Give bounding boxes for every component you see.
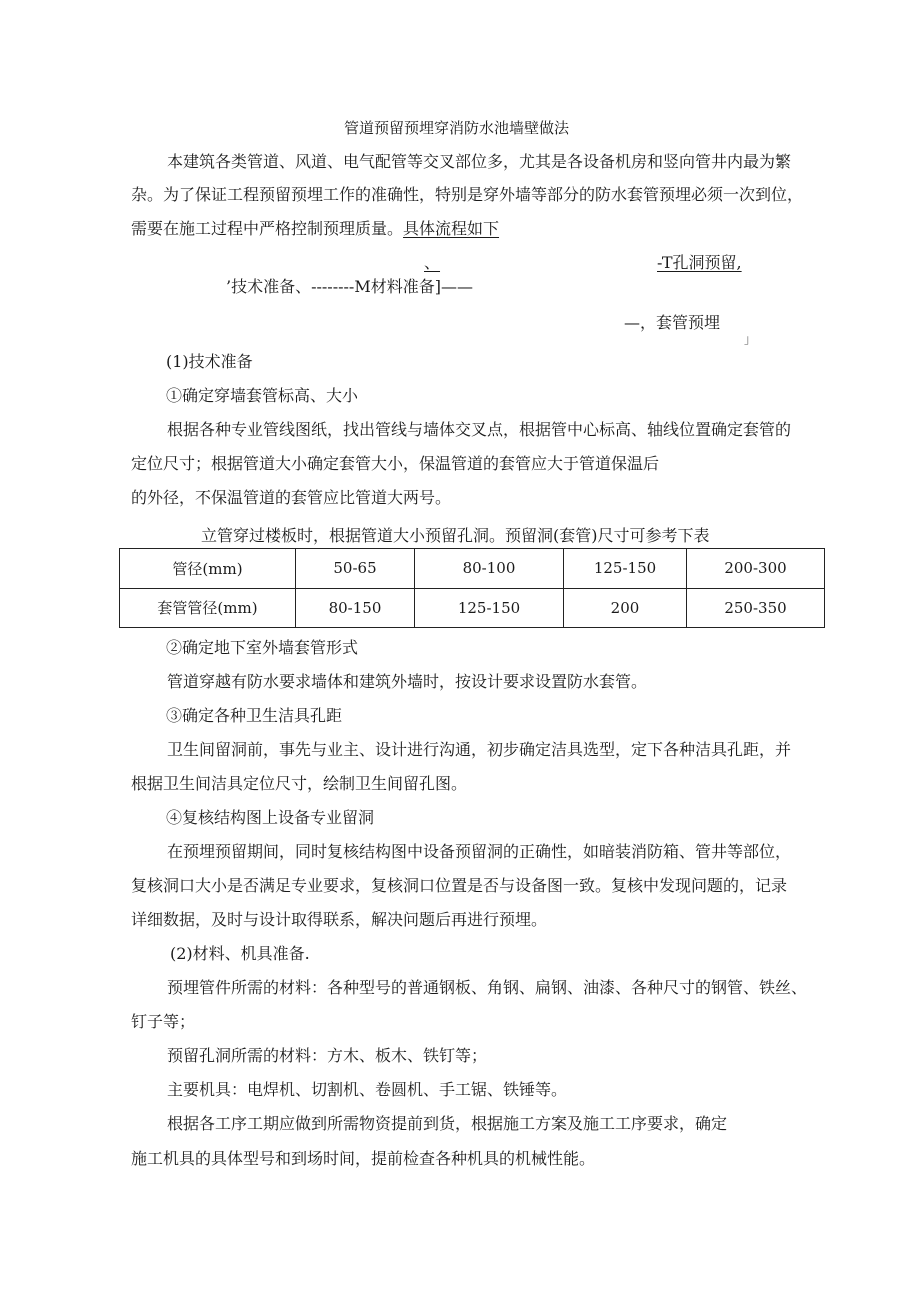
intro-line-3-text: 需要在施工过程中严格控制预理质量。 xyxy=(131,219,404,238)
sec1-s4-line-3: 详细数据，及时与设计取得联系，解决问题后再进行预埋。 xyxy=(131,910,548,929)
table-cell: 80-100 xyxy=(415,549,564,589)
table-caption: 立管穿过楼板时，根据管道大小预留孔洞。预留洞(套管)尺寸可参考下表 xyxy=(201,526,710,545)
sleeve-size-table xyxy=(119,548,825,628)
table-cell: 200 xyxy=(564,588,687,628)
table-cell: 套管管径(mm) xyxy=(120,588,296,628)
table-row xyxy=(120,588,825,628)
flow-sleeve-embed: —，套管预埋 xyxy=(624,313,721,332)
sec2-heading: (2)材料、机具准备. xyxy=(170,944,310,963)
sec2-line-6: 施工机具的具体型号和到场时间，提前检查各种机具的机械性能。 xyxy=(131,1149,596,1168)
flow-tick: 」 xyxy=(744,332,757,346)
intro-link: 具体流程如下 xyxy=(403,219,500,238)
sec1-s1-line-2: 定位尺寸；根据管道大小确定套管大小，保温管道的套管应大于管道保温后 xyxy=(131,454,660,473)
table-cell: 125-150 xyxy=(415,588,564,628)
sec2-line-1: 预埋管件所需的材料：各种型号的普通钢板、角钢、扁钢、油漆、各种尺寸的钢管、铁丝、 xyxy=(167,978,808,997)
sec2-line-5: 根据各工序工期应做到所需物资提前到货，根据施工方案及施工工序要求，确定 xyxy=(167,1114,728,1133)
table-cell: 80-150 xyxy=(296,588,415,628)
sec1-s4-line-2: 复核洞口大小是否满足专业要求，复核洞口位置是否与设备图一致。复核中发现问题的，记录 xyxy=(131,876,788,895)
sec2-line-4: 主要机具：电焊机、切割机、卷圆机、手工锯、铁锤等。 xyxy=(167,1080,568,1099)
table-row xyxy=(120,549,825,589)
flow-tech-material: ’技术准备、--------M材料准备]—— xyxy=(226,277,473,296)
intro-line-3 xyxy=(131,219,499,239)
sec1-s3-line-1: 卫生间留洞前，事先与业主、设计进行沟通，初步确定洁具选型，定下各种洁具孔距，并 xyxy=(167,740,792,759)
page-title: 管道预留预埋穿消防水池墙壁做法 xyxy=(344,119,570,137)
sec1-heading: (1)技术准备 xyxy=(166,352,253,371)
sec1-s1-line-1: 根据各种专业管线图纸，找出管线与墙体交叉点，根据管中心标高、轴线位置确定套管的 xyxy=(167,420,792,439)
sec1-s3-heading: ③确定各种卫生洁具孔距 xyxy=(166,706,343,725)
table-cell: 管径(mm) xyxy=(120,549,296,589)
sec1-s2-line: 管道穿越有防水要求墙体和建筑外墙时，按设计要求设置防水套管。 xyxy=(167,672,648,691)
table-cell: 125-150 xyxy=(564,549,687,589)
flow-hole-reserve: -T孔洞预留, xyxy=(657,253,742,272)
sec1-s4-line-1: 在预埋预留期间，同时复核结构图中设备预留洞的正确性，如暗装消防箱、管井等部位， xyxy=(167,842,792,861)
table-cell: 200-300 xyxy=(687,549,825,589)
intro-line-1: 本建筑各类管道、风道、电气配管等交叉部位多，尤其是各设备机房和竖向管井内最为繁 xyxy=(167,152,792,171)
sec1-s4-heading: ④复核结构图上设备专业留洞 xyxy=(166,808,375,827)
sec2-line-3: 预留孔洞所需的材料：方木、板木、铁钉等； xyxy=(167,1046,488,1065)
table-cell: 50-65 xyxy=(296,549,415,589)
intro-line-2: 杂。为了保证工程预留预埋工作的准确性，特别是穿外墙等部分的防水套管预埋必须一次到位， xyxy=(131,185,804,204)
sec2-line-2: 钉子等； xyxy=(131,1012,196,1031)
table-cell: 250-350 xyxy=(687,588,825,628)
sec1-s2-heading: ②确定地下室外墙套管形式 xyxy=(166,638,359,657)
sec1-s3-line-2: 根据卫生间洁具定位尺寸，绘制卫生间留孔图。 xyxy=(131,774,468,793)
sec1-s1-line-3: 的外径，不保温管道的套管应比管道大两号。 xyxy=(131,488,452,507)
flow-dot: 、 xyxy=(424,253,441,272)
sec1-s1-heading: ①确定穿墙套管标高、大小 xyxy=(166,386,359,405)
